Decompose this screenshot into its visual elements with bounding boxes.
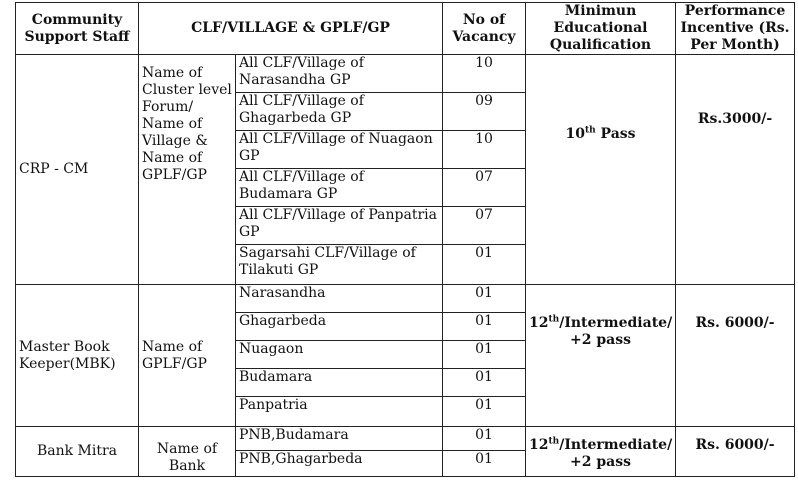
mbk-place: Panpatria: [236, 397, 443, 427]
crp-place: All CLF/Village of Ghagarbeda GP: [236, 93, 443, 131]
bank-vacancy: 01: [443, 451, 526, 477]
mbk-vacancy: 01: [443, 285, 526, 313]
bank-name-of: Name of Bank: [139, 427, 236, 477]
table-row: [16, 55, 795, 93]
crp-qualification: 10th Pass: [526, 55, 676, 285]
bank-qualification: 12th/Intermediate/ +2 pass: [526, 427, 676, 477]
mbk-place: Nuagaon: [236, 341, 443, 369]
bank-place: PNB,Budamara: [236, 427, 443, 451]
mbk-vacancy: 01: [443, 313, 526, 341]
crp-place: All CLF/Village of Narasandha GP: [236, 55, 443, 93]
crp-vacancy: 10: [443, 55, 526, 93]
bank-vacancy: 01: [443, 427, 526, 451]
crp-vacancy: 07: [443, 207, 526, 245]
crp-place: All CLF/Village of Panpatria GP: [236, 207, 443, 245]
crp-place: All CLF/Village of Budamara GP: [236, 169, 443, 207]
header-qualification: Minimun Educational Qualification: [526, 3, 676, 55]
crp-vacancy: 09: [443, 93, 526, 131]
mbk-incentive: Rs. 6000/-: [676, 285, 795, 427]
mbk-place: Ghagarbeda: [236, 313, 443, 341]
crp-name-of: Name of Cluster level Forum/ Name of Village & Name of GPLF/GP: [139, 55, 236, 285]
table-row: [16, 427, 795, 451]
mbk-place: Narasandha: [236, 285, 443, 313]
crp-incentive: Rs.3000/-: [676, 55, 795, 285]
vacancy-table: [15, 2, 795, 477]
header-row: [16, 3, 795, 55]
mbk-place: Budamara: [236, 369, 443, 397]
bank-place: PNB,Ghagarbeda: [236, 451, 443, 477]
mbk-vacancy: 01: [443, 397, 526, 427]
header-incentive: Performance Incentive (Rs. Per Month): [676, 3, 795, 55]
header-staff: Community Support Staff: [16, 3, 139, 55]
crp-vacancy: 01: [443, 245, 526, 285]
header-vacancy: No of Vacancy: [443, 3, 526, 55]
crp-vacancy: 10: [443, 131, 526, 169]
crp-vacancy: 07: [443, 169, 526, 207]
crp-staff: CRP - CM: [16, 55, 139, 285]
table-row: [16, 285, 795, 313]
mbk-vacancy: 01: [443, 369, 526, 397]
mbk-staff: Master Book Keeper(MBK): [16, 285, 139, 427]
crp-place: Sagarsahi CLF/Village of Tilakuti GP: [236, 245, 443, 285]
mbk-vacancy: 01: [443, 341, 526, 369]
bank-staff: Bank Mitra: [16, 427, 139, 477]
bank-incentive: Rs. 6000/-: [676, 427, 795, 477]
mbk-qualification: 12th/Intermediate/ +2 pass: [526, 285, 676, 427]
mbk-name-of: Name of GPLF/GP: [139, 285, 236, 427]
header-clf: CLF/VILLAGE & GPLF/GP: [139, 3, 443, 55]
crp-place: All CLF/Village of Nuagaon GP: [236, 131, 443, 169]
